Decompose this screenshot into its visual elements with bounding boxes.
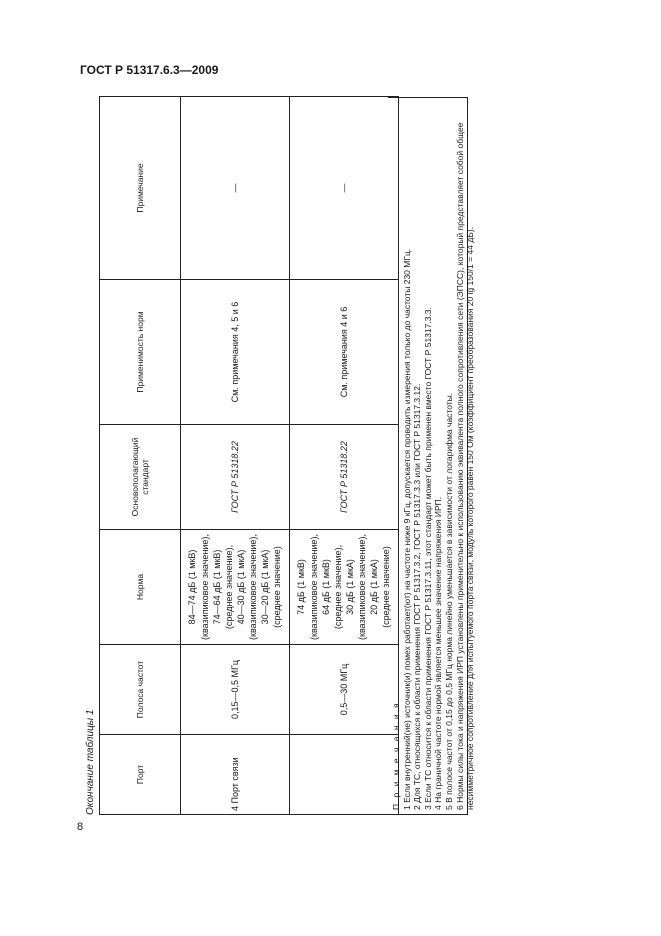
norm-line: (квазипиковое значение), (199, 534, 210, 640)
norm-line: 30—20 дБ (1 мкА) (260, 549, 271, 625)
norm-line: (среднее значение), (332, 544, 343, 630)
norm-line: 40—30 дБ (1 мкА) (236, 549, 246, 625)
cell-note: — (181, 97, 290, 280)
norm-line: 74—64 дБ (1 мкВ) (211, 549, 222, 625)
cell-note: — (290, 97, 399, 280)
cell-standard: ГОСТ Р 51318.22 (181, 425, 290, 530)
note-item: 3 Если ТС относится к области применения ГОСТ Р 51317.3.11, этот стандарт может быть применен вместо ГОСТ Р 51317.3.3. (422, 307, 433, 810)
cell-norm (181, 530, 290, 645)
cell-band: 0,5—30 МГц (290, 645, 399, 735)
table-notes (388, 97, 476, 815)
document-header: ГОСТ Р 51317.6.3—2009 (80, 63, 219, 77)
table-caption: Окончание таблицы 1 (85, 709, 96, 815)
header-standard: Основополагающий стандарт (100, 425, 181, 530)
header-band: Полоса частот (100, 645, 181, 735)
rotated-content (85, 97, 476, 815)
cell-band: 0,15—0,5 МГц (181, 645, 290, 735)
note-item: 5 В полосе частот от 0,15 до 0,5 МГц норма линейно уменьшается в зависимости от логарифма частоты. (443, 392, 454, 810)
cell-applicability: См. примечания 4, 5 и 6 (181, 280, 290, 425)
note-item: 6 Нормы силы тока и напряжения ИРП установлены применительно к использованию эквивалента полного сопротивления сети (ЭПСС), который представляет собой общее несимметричное сопротивление для испытуемого порта связи, модуль которого равен 150 Ом (коэффициент преобразования 20 lg 150/1 = 44 дБ). (454, 122, 476, 810)
norm-line: (квазипиковое значение), (357, 534, 368, 640)
norm-line: (квазипиковое значение), (308, 534, 319, 640)
header-applicability: Применимость норм (100, 280, 181, 425)
note-item: 2 Для ТС, относящихся к области применения ГОСТ Р 51317.3.2, ГОСТ Р 51317.3.3 или ГОСТ Р 51317.3.12. (412, 383, 423, 810)
emission-limits-table (99, 96, 399, 815)
cell-applicability: См. примечания 4 и 6 (290, 280, 399, 425)
table-row (290, 97, 399, 815)
cell-port (290, 735, 399, 815)
norm-line: 64 дБ (1 мкВ) (320, 559, 331, 615)
norm-line: (среднее значение) (381, 546, 392, 628)
cell-port: 4 Порт связи (181, 735, 290, 815)
header-port: Порт (100, 735, 181, 815)
norm-line: 30 дБ (1 мкА) (345, 559, 355, 615)
page-number: 8 (77, 821, 84, 833)
table-header-row (100, 97, 181, 815)
norm-line: 20 дБ (1 мкА) (369, 559, 380, 615)
norm-line: 74 дБ (1 мкВ) (296, 559, 307, 615)
norm-line: (среднее значение), (223, 544, 234, 630)
notes-title: П р и м е ч а н и я (391, 701, 401, 810)
norm-line: (среднее значение) (272, 546, 283, 628)
norm-line: 84—74 дБ (1 мкВ) (187, 549, 198, 625)
note-item: 1 Если внутренний(ие) источник(и) помех работает(ют) на частоте ниже 9 кГц, допускается проводить измерения только до частоты 230 МГц. (401, 248, 412, 810)
table-row (181, 97, 290, 815)
cell-standard: ГОСТ Р 51318.22 (290, 425, 399, 530)
header-note: Примечание (100, 97, 181, 280)
note-item: 4 На граничной частоте нормой является меньшее значение напряжения ИРП. (433, 496, 444, 810)
cell-norm (290, 530, 399, 645)
header-norm: Норма (100, 530, 181, 645)
norm-line: (квазипиковое значение), (248, 534, 259, 640)
rotated-page-body (85, 97, 476, 815)
